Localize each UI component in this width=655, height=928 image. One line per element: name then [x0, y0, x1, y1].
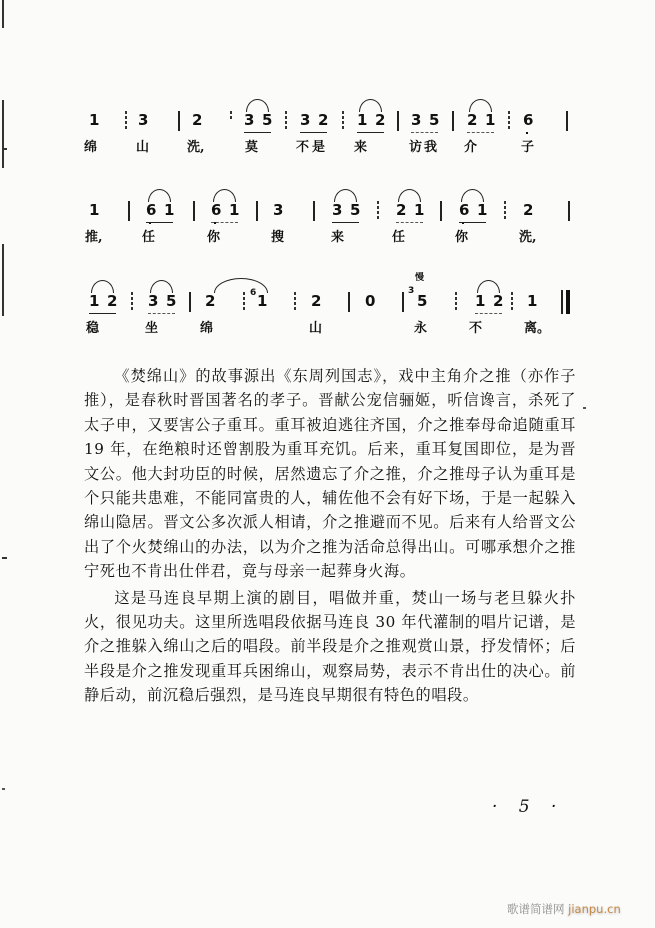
slur	[461, 189, 484, 202]
note: 2	[205, 292, 216, 310]
bar-line	[131, 292, 133, 312]
lyric: 子	[521, 140, 535, 155]
note: 3	[300, 111, 311, 129]
lyric: 绵	[200, 321, 214, 336]
page-edge-mark	[583, 407, 586, 409]
grace-note: 3	[408, 286, 415, 296]
lyric: 山	[136, 140, 150, 155]
note-group	[523, 109, 532, 131]
note: 1	[229, 201, 240, 219]
bar-line	[568, 201, 570, 221]
lyric: 不是	[296, 140, 329, 155]
lyric: 访我	[409, 140, 440, 155]
note-group	[257, 290, 266, 312]
note: 2	[467, 111, 478, 129]
bar-line	[402, 292, 404, 312]
lyric: 来	[331, 230, 345, 245]
bar-line	[285, 111, 287, 131]
page-edge-mark	[2, 788, 5, 790]
note: 3	[332, 201, 343, 219]
note-group	[273, 199, 282, 221]
bar-line	[397, 111, 399, 131]
note: 1	[89, 292, 100, 310]
jianpu-score	[0, 0, 655, 350]
note-group	[332, 199, 359, 221]
bar-line	[294, 292, 296, 312]
bar-line	[342, 111, 344, 131]
note-group	[357, 109, 384, 131]
note-group	[89, 199, 98, 221]
bar-line	[243, 292, 245, 312]
note: 6	[146, 201, 157, 219]
bar-line	[440, 201, 442, 221]
bar-line	[452, 111, 454, 131]
paragraph-aria-description: 这是马连良早期上演的剧目，唱做并重，焚山一场与老旦躲火扑火，很见功夫。这里所选唱段依据马连良 30 年代灌制的唱片记谱，是介之推躲入绵山之后的唱段。前半段是介之推观赏山景，抒发情怀；后半段是介之推发现重耳兵困绵山，观察局势，表示不肯出仕的决心。前静后动，前沉稳后强烈，是马连良早期很有特色的唱段。	[84, 588, 576, 705]
bar-line	[189, 292, 191, 312]
watermark-en: jianpu.cn	[568, 902, 621, 916]
note: 3	[273, 201, 284, 219]
note-group	[523, 199, 532, 221]
lyric: 莫	[245, 140, 259, 155]
bar-line	[313, 201, 315, 221]
note: 6	[459, 201, 470, 219]
note-group	[89, 290, 116, 312]
note: 5	[262, 111, 273, 129]
lyric: 坐	[145, 321, 159, 336]
score-row-3	[0, 273, 655, 350]
slur	[398, 189, 421, 202]
note-group	[467, 109, 494, 131]
note: 2	[192, 111, 203, 129]
lyric: 搜	[271, 230, 285, 245]
bar-line	[504, 201, 506, 221]
note: 1	[527, 292, 538, 310]
lyric: 离。	[524, 321, 551, 336]
note-group	[300, 109, 327, 131]
bar-line	[230, 111, 232, 119]
note: 6	[211, 201, 222, 219]
bar-line	[178, 111, 180, 131]
bar-line	[128, 201, 130, 221]
note-group	[244, 109, 271, 131]
slur	[359, 99, 382, 112]
lyric: 不	[469, 321, 483, 336]
note: 6	[523, 111, 534, 129]
watermark-cn: 歌谱简谱网	[507, 902, 565, 916]
note: 2	[375, 111, 386, 129]
note: 1	[414, 201, 425, 219]
lyric: 你	[207, 230, 221, 245]
lyric: 永	[414, 321, 428, 336]
beam	[475, 313, 502, 314]
lyric: 任	[392, 230, 406, 245]
note: 5	[166, 292, 177, 310]
slur	[469, 99, 492, 112]
lyric: 绵	[84, 140, 98, 155]
lyric: 洗,	[187, 140, 205, 155]
paragraph-story-origin: 《焚绵山》的故事源出《东周列国志》，戏中主角介之推（亦作子推），是春秋时晋国著名的孝子。晋献公宠信骊姬，听信谗言，杀死了太子申，又要害公子重耳。重耳被迫逃往齐国，介之推奉母命追随重耳 19 年，在绝粮时还曾割股为重耳充饥。后来，重耳复国即位，是为晋文公。他大封功臣的时候，居然遗忘了介之推，介之推母子认为重耳是个只能共患难，不能同富贵的人，辅佐他不会有好下场，于是一起躲入绵山隐居。晋文公多次派人相请，介之推避而不见。后来有人给晋文公出了个火焚绵山的办法，以为介之推为活命总得出山。可哪承想介之推宁死也不肯出仕伴君，竟与母亲一起葬身火海。	[84, 367, 576, 581]
beam	[146, 222, 173, 223]
note-group	[146, 199, 173, 221]
beam	[357, 132, 384, 133]
bar-line	[508, 111, 510, 131]
note: 2	[523, 201, 534, 219]
note: 1	[475, 292, 486, 310]
beam	[396, 222, 423, 223]
commentary-text	[84, 364, 576, 708]
beam	[411, 132, 438, 133]
beam	[211, 222, 238, 223]
note: 5	[429, 111, 440, 129]
note: 5	[417, 292, 428, 310]
lyric: 任	[142, 230, 156, 245]
beam	[89, 313, 116, 314]
bar-line	[566, 111, 568, 131]
beam	[459, 222, 486, 223]
bar-line	[256, 201, 258, 221]
lyric: 稳	[86, 321, 100, 336]
note-group	[411, 109, 438, 131]
bar-line	[511, 292, 513, 312]
page-edge-mark	[2, 557, 7, 559]
score-row-1	[0, 109, 655, 169]
slur	[246, 99, 269, 112]
slur	[91, 280, 114, 293]
note-group	[527, 290, 536, 312]
note-group	[138, 109, 147, 131]
watermark	[507, 901, 621, 917]
slur	[213, 189, 236, 202]
beam	[332, 222, 359, 223]
note-group	[211, 199, 238, 221]
beam	[244, 132, 271, 133]
lyric: 介	[464, 140, 478, 155]
score-row-2	[0, 199, 655, 259]
bar-line	[193, 201, 195, 221]
note: 3	[138, 111, 149, 129]
note: 2	[493, 292, 504, 310]
bar-line	[348, 292, 350, 312]
note-group	[89, 109, 98, 131]
note-group	[311, 290, 320, 312]
lyric: 推,	[85, 230, 103, 245]
slur	[150, 280, 173, 293]
note: 5	[350, 201, 361, 219]
grace-note: 6	[250, 288, 257, 298]
page-number: · 5 ·	[492, 797, 565, 817]
lyric: 你	[455, 230, 469, 245]
note-group	[192, 109, 201, 131]
note-group	[459, 199, 486, 221]
note: 0	[365, 292, 376, 310]
note: 1	[477, 201, 488, 219]
lyric: 来	[354, 140, 368, 155]
bar-line	[125, 111, 127, 131]
beam	[148, 313, 175, 314]
lyric: 洗,	[519, 230, 537, 245]
note-group	[475, 290, 502, 312]
note-group	[205, 290, 214, 312]
note: 1	[164, 201, 175, 219]
slur	[477, 280, 500, 293]
note: 2	[396, 201, 407, 219]
note: 2	[311, 292, 322, 310]
note-group	[396, 199, 423, 221]
bar-line	[377, 201, 379, 221]
note: 3	[244, 111, 255, 129]
final-bar-line	[561, 290, 563, 314]
bar-line	[455, 292, 457, 312]
note: 2	[318, 111, 329, 129]
note: 2	[107, 292, 118, 310]
note: 3	[148, 292, 159, 310]
slur	[148, 189, 171, 202]
note-group	[365, 290, 374, 312]
note: 3	[411, 111, 422, 129]
note: 1	[89, 111, 100, 129]
note-group	[417, 290, 426, 312]
note: 1	[485, 111, 496, 129]
note: 1	[89, 201, 100, 219]
beam	[467, 132, 494, 133]
slur	[334, 189, 357, 202]
note-group	[148, 290, 175, 312]
tempo-marking: 慢	[415, 273, 425, 283]
note: 1	[257, 292, 268, 310]
final-bar-line	[566, 290, 570, 314]
note: 1	[357, 111, 368, 129]
beam	[300, 132, 327, 133]
lyric: 山	[309, 321, 323, 336]
